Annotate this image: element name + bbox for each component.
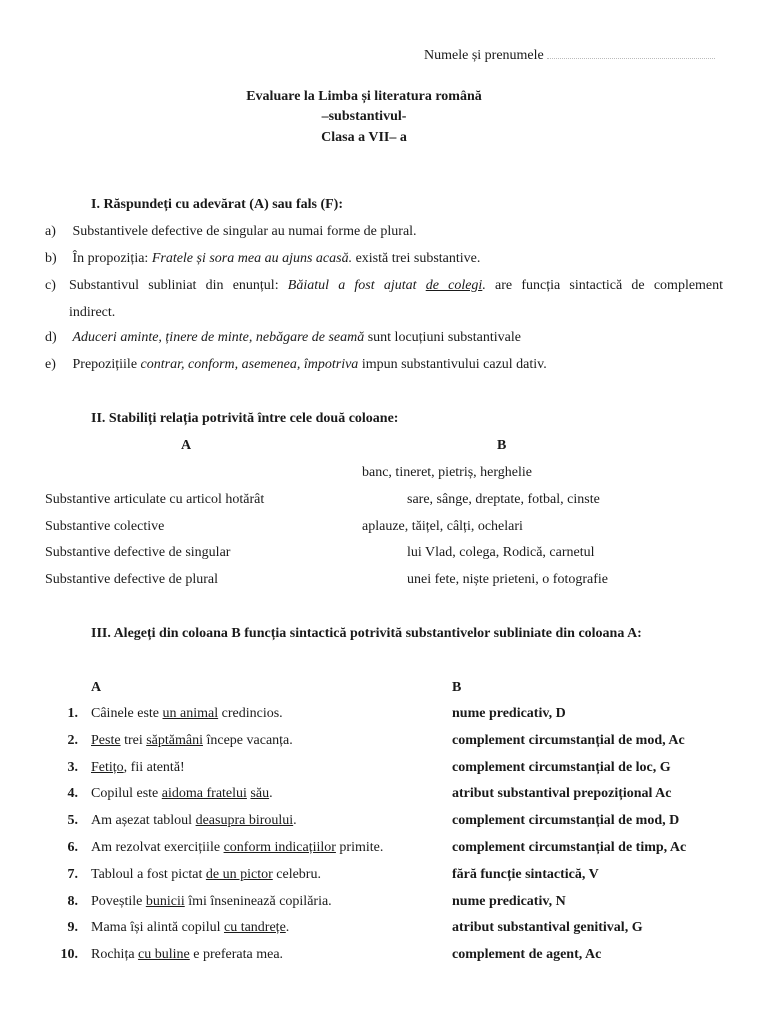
sentence-text: Am așezat tabloul: [91, 813, 196, 828]
syntactic-function-option: complement circumstanțial de timp, Ac: [452, 840, 687, 855]
s1-item-d: d) Aduceri aminte, ținere de minte, nebăgare de seamă sunt locuțiuni substantivale: [45, 330, 521, 345]
question-number: 7.: [67, 867, 78, 882]
sentence-text: Tabloul a fost pictat: [91, 867, 206, 882]
question-sentence: [91, 813, 297, 829]
s1-item-c-cont: indirect.: [69, 305, 116, 320]
question-sentence: [91, 920, 289, 936]
section-2-heading: II. Stabiliți relația potrivită între cele două coloane:: [91, 411, 399, 426]
syntactic-function-option: complement de agent, Ac: [452, 947, 602, 962]
section-1-heading: I. Răspundeți cu adevărat (A) sau fals (F):: [91, 197, 343, 212]
sentence-text: e preferata mea.: [189, 947, 284, 962]
s2-left-item-1: Substantive articulate cu articol hotărât: [45, 492, 265, 507]
underlined-word: aidoma fratelui: [161, 786, 247, 801]
sentence-text: Copilul este: [91, 786, 162, 801]
question-number: 5.: [67, 813, 78, 828]
title-line-3: Clasa a VII– a: [321, 130, 407, 145]
question-number: 1.: [67, 706, 78, 721]
title-line-1: Evaluare la Limba și literatura română: [246, 89, 482, 104]
underlined-word: un animal: [162, 706, 219, 721]
question-sentence: [91, 706, 283, 722]
sentence-text: îmi înseninează copilăria.: [184, 894, 332, 909]
s2-right-item-4: lui Vlad, colega, Rodică, carnetul: [407, 545, 595, 560]
syntactic-function-option: fără funcție sintactică, V: [452, 867, 599, 882]
title-line-2: –substantivul-: [321, 109, 407, 124]
s1-item-b: b) În propoziția: Fratele și sora mea au ajuns acasă. există trei substantive.: [45, 251, 481, 266]
question-number: 6.: [67, 840, 78, 855]
s3-column-a-header: A: [91, 680, 102, 695]
s1-item-c-text: Substantivul subliniat din enunțul: Băiatul a fost ajutat de colegi. are funcția sintactică de complement: [69, 278, 724, 293]
underlined-word: cu buline: [138, 947, 190, 962]
sentence-text: trei: [120, 733, 147, 748]
s2-right-item-5: unei fete, niște prieteni, o fotografie: [407, 572, 608, 587]
s3-column-b-header: B: [452, 680, 462, 695]
syntactic-function-option: atribut substantival genitival, G: [452, 920, 643, 935]
sentence-text: Am rezolvat exercițiile: [91, 840, 224, 855]
underlined-word: său: [250, 786, 270, 801]
sentence-text: Câinele este: [91, 706, 163, 721]
sentence-text: .: [285, 920, 290, 935]
underlined-word: Fetițo: [91, 760, 124, 775]
s2-column-b-header: B: [497, 438, 507, 453]
s2-column-a-header: A: [181, 438, 192, 453]
question-sentence: [91, 867, 321, 883]
syntactic-function-option: complement circumstanțial de mod, Ac: [452, 733, 685, 748]
question-sentence: [91, 840, 383, 856]
sentence-text: celebru.: [272, 867, 321, 882]
question-number: 9.: [67, 920, 78, 935]
question-sentence: [91, 786, 273, 802]
underlined-word: Peste: [91, 733, 121, 748]
underlined-word: deasupra biroului: [195, 813, 294, 828]
question-sentence: [91, 733, 293, 749]
question-number: 4.: [67, 786, 78, 801]
sentence-text: începe vacanța.: [202, 733, 293, 748]
question-number: 8.: [67, 894, 78, 909]
name-field: [424, 46, 715, 64]
underlined-word: cu tandrețe: [223, 920, 286, 935]
question-number: 3.: [67, 760, 78, 775]
s1-item-c: c): [45, 278, 56, 293]
sentence-text: credincios.: [218, 706, 283, 721]
underlined-word: conform indicațiilor: [223, 840, 336, 855]
underlined-word: de un pictor: [205, 867, 273, 882]
s1-item-e: e) Prepozițiile contrar, conform, asemenea, împotriva impun substantivului cazul dativ.: [45, 357, 547, 372]
name-label: Numele și prenumele: [424, 48, 544, 63]
s2-left-item-4: Substantive defective de plural: [45, 572, 218, 587]
syntactic-function-option: atribut substantival prepozițional Ac: [452, 786, 672, 801]
sentence-text: , fii atentă!: [123, 760, 185, 775]
question-sentence: [91, 760, 185, 776]
underlined-word: bunicii: [145, 894, 185, 909]
syntactic-function-option: nume predicativ, N: [452, 894, 566, 909]
sentence-text: .: [269, 786, 273, 801]
s2-left-item-3: Substantive defective de singular: [45, 545, 231, 560]
s2-right-item-1: banc, tineret, pietriș, herghelie: [362, 465, 533, 480]
sentence-text: Rochița: [91, 947, 139, 962]
s1-item-a: a) Substantivele defective de singular au numai forme de plural.: [45, 224, 417, 239]
syntactic-function-option: nume predicativ, D: [452, 706, 566, 721]
question-number: 2.: [67, 733, 78, 748]
sentence-text: Mama își alintă copilul: [91, 920, 224, 935]
s2-left-item-2: Substantive colective: [45, 519, 165, 534]
s2-right-item-3: aplauze, tăițel, câlți, ochelari: [362, 519, 523, 534]
question-sentence: [91, 894, 332, 910]
syntactic-function-option: complement circumstanțial de mod, D: [452, 813, 680, 828]
syntactic-function-option: complement circumstanțial de loc, G: [452, 760, 671, 775]
question-number: 10.: [60, 947, 78, 962]
question-sentence: [91, 947, 283, 963]
underlined-word: săptămâni: [146, 733, 203, 748]
sentence-text: Poveștile: [91, 894, 146, 909]
section-3-heading: III. Alegeți din coloana B funcția sintactică potrivită substantivelor subliniate din coloana A:: [91, 626, 642, 641]
name-blank-line: [547, 46, 715, 59]
s2-right-item-2: sare, sânge, dreptate, fotbal, cinste: [407, 492, 600, 507]
sentence-text: primite.: [335, 840, 384, 855]
sentence-text: .: [293, 813, 297, 828]
